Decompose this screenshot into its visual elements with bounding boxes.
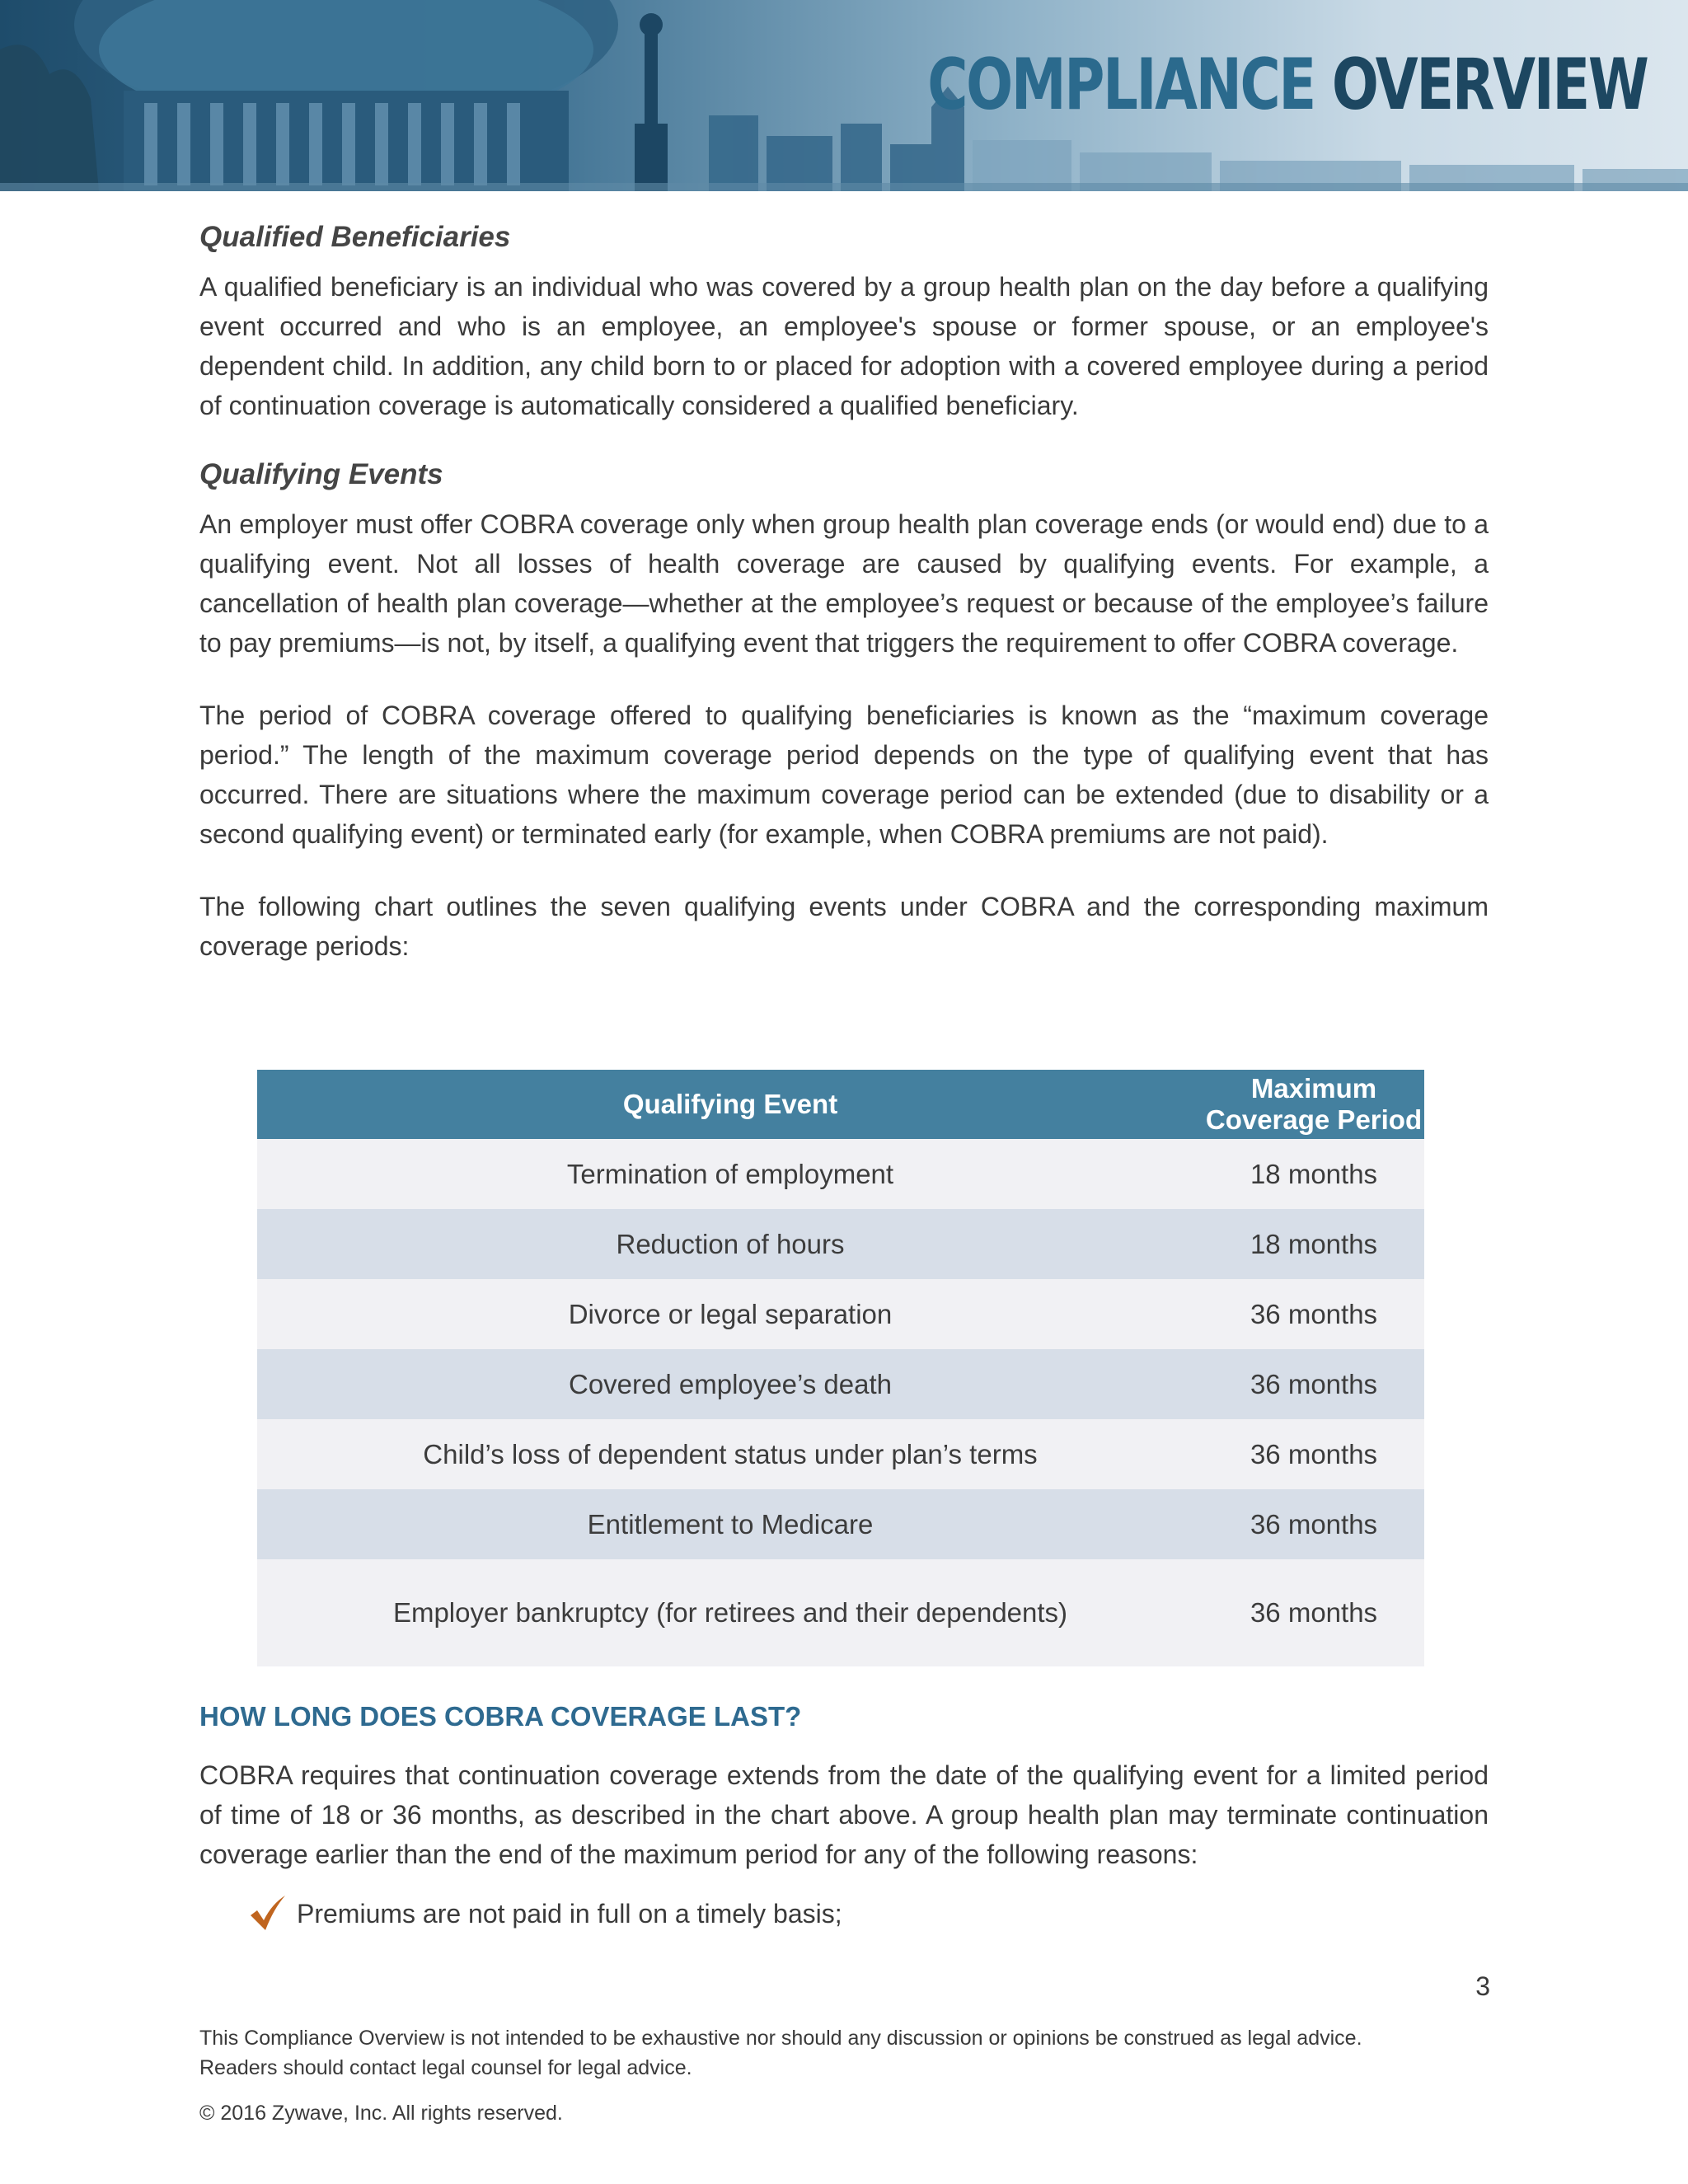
event-cell: Entitlement to Medicare — [257, 1489, 1203, 1559]
table-row — [257, 1489, 1424, 1559]
period-cell: 36 months — [1203, 1419, 1424, 1489]
column-header-qualifying-event: Qualifying Event — [257, 1070, 1203, 1139]
event-cell: Termination of employment — [257, 1139, 1203, 1209]
period-cell: 36 months — [1203, 1489, 1424, 1559]
period-cell: 36 months — [1203, 1279, 1424, 1349]
event-cell: Divorce or legal separation — [257, 1279, 1203, 1349]
header-banner — [0, 0, 1688, 191]
period-cell: 18 months — [1203, 1139, 1424, 1209]
checklist-item-text: Premiums are not paid in full on a timely basis; — [297, 1899, 842, 1929]
footer-disclaimer — [199, 2023, 1518, 2083]
table-row — [257, 1139, 1424, 1209]
period-cell: 18 months — [1203, 1209, 1424, 1279]
table-header-row — [257, 1070, 1424, 1139]
event-cell: Child’s loss of dependent status under plan’s terms — [257, 1419, 1203, 1489]
banner-title — [926, 44, 1647, 126]
event-cell: Covered employee’s death — [257, 1349, 1203, 1419]
banner-title-overview: OVERVIEW — [1331, 44, 1647, 126]
disclaimer-line-2: Readers should contact legal counsel for legal advice. — [199, 2056, 692, 2079]
table-row — [257, 1559, 1424, 1666]
heading-qualifying-events: Qualifying Events — [199, 458, 443, 490]
footer-copyright: © 2016 Zywave, Inc. All rights reserved. — [199, 2102, 563, 2125]
qualifying-events-table — [257, 1070, 1424, 1666]
table-row — [257, 1279, 1424, 1349]
paragraph-how-long-cobra: COBRA requires that continuation coverage extends from the date of the qualifying event for a limited period of time of 18 or 36 months, as described in the chart above. A group health plan may terminate continuation coverage earlier than the end of the maximum period for any of the following reasons: — [199, 1760, 1489, 1869]
period-cell: 36 months — [1203, 1559, 1424, 1666]
paragraph-qualifying-events-1: An employer must offer COBRA coverage only when group health plan coverage ends (or would end) due to a qualifying event. Not all losses of health coverage are caused by qualifying events. For example, a cancellation of health plan coverage—whether at the employee’s request or because of the employee’s failure to pay premiums—is not, by itself, a qualifying event that triggers the requirement to offer COBRA coverage. — [199, 509, 1489, 658]
main-content — [199, 221, 1489, 966]
event-cell: Reduction of hours — [257, 1209, 1203, 1279]
banner-title-compliance: COMPLIANCE — [926, 44, 1315, 126]
checklist-item — [247, 1892, 842, 1933]
period-cell: 36 months — [1203, 1349, 1424, 1419]
page-number: 3 — [1475, 1971, 1490, 2001]
paragraph-qualifying-events-2: The period of COBRA coverage offered to qualifying beneficiaries is known as the “maximum coverage period.” The length of the maximum coverage period depends on the type of qualifying event that has occurred. There are situations where the maximum coverage period can be extended (due to disability or a second qualifying event) or terminated early (for example, when COBRA premiums are not paid). — [199, 701, 1489, 849]
checkmark-icon — [247, 1892, 288, 1933]
table-row — [257, 1349, 1424, 1419]
disclaimer-line-1: This Compliance Overview is not intended to be exhaustive nor should any discussion or opinions be construed as legal advice. — [199, 2027, 1362, 2050]
heading-qualified-beneficiaries: Qualified Beneficiaries — [199, 221, 511, 253]
table-row — [257, 1209, 1424, 1279]
event-cell: Employer bankruptcy (for retirees and their dependents) — [257, 1559, 1203, 1666]
table-row — [257, 1419, 1424, 1489]
paragraph-qualifying-events-3: The following chart outlines the seven qualifying events under COBRA and the corresponding maximum coverage periods: — [199, 892, 1489, 961]
column-header-max-coverage: Maximum Coverage Period — [1203, 1070, 1424, 1139]
heading-how-long-cobra: HOW LONG DOES COBRA COVERAGE LAST? — [199, 1701, 802, 1732]
paragraph-qualified-beneficiaries: A qualified beneficiary is an individual who was covered by a group health plan on the day before a qualifying event occurred and who is an employee, an employee's spouse or former spouse, or an employee's dependent child. In addition, any child born to or placed for adoption with a covered employee during a period of continuation coverage is automatically considered a qualified beneficiary. — [199, 272, 1489, 420]
